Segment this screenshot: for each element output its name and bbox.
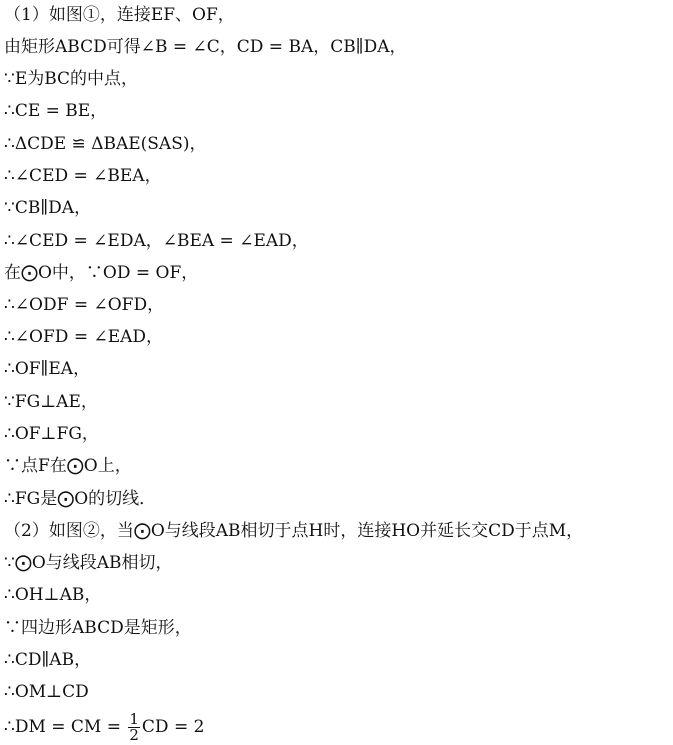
solution-line-17: （2）如图②，当⨀O与线段AB相切于点H时，连接HO并延长交CD于点M， — [4, 521, 584, 541]
solution-line-1: （1）如图①，连接EF、OF， — [4, 5, 235, 25]
fraction-one-half — [128, 712, 140, 743]
solution-line-19: ∴OH⊥AB， — [4, 585, 102, 605]
solution-line-10: ∴∠ODF = ∠OFD， — [4, 295, 165, 315]
solution-line-9: 在⨀O中，∵OD = OF， — [4, 263, 199, 283]
solution-line-15: ∵点F在⨀O上， — [4, 456, 132, 476]
line-23-prefix: ∴DM = CM = — [4, 717, 127, 737]
solution-line-2: 由矩形ABCD可得∠B = ∠C，CD = BA，CB∥DA， — [4, 37, 407, 57]
solution-line-4: ∴CE = BE， — [4, 101, 108, 121]
solution-line-6: ∴∠CED = ∠BEA， — [4, 166, 162, 186]
solution-line-11: ∴∠OFD = ∠EAD， — [4, 327, 164, 347]
line-23-suffix: CD = 2 — [141, 717, 205, 737]
fraction-numerator: 1 — [129, 710, 139, 728]
solution-line-3: ∵E为BC的中点， — [4, 69, 139, 89]
solution-line-14: ∴OF⊥FG， — [4, 424, 99, 444]
solution-line-21: ∴CD∥AB， — [4, 650, 92, 670]
solution-line-18: ∵⨀O与线段AB相切， — [4, 553, 173, 573]
solution-line-8: ∴∠CED = ∠EDA，∠BEA = ∠EAD， — [4, 231, 309, 251]
solution-line-20: ∵四边形ABCD是矩形， — [4, 618, 192, 638]
solution-line-5: ∴ΔCDE ≌ ΔBAE(SAS)， — [4, 134, 207, 154]
fraction-denominator: 2 — [129, 726, 139, 744]
solution-line-23 — [4, 710, 204, 744]
solution-line-12: ∴OF∥EA， — [4, 359, 91, 379]
solution-line-22: ∴OM⊥CD — [4, 682, 89, 702]
solution-line-7: ∵CB∥DA， — [4, 198, 92, 218]
solution-line-13: ∵FG⊥AE， — [4, 392, 98, 412]
solution-line-16: ∴FG是⨀O的切线． — [4, 489, 157, 509]
